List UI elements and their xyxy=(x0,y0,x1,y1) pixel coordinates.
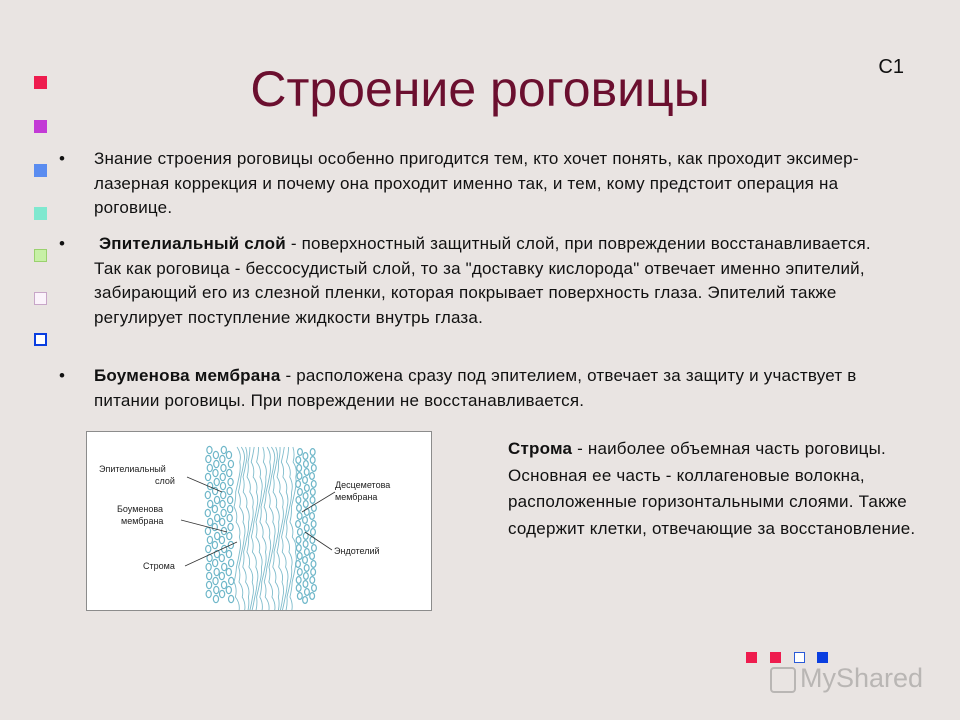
stroma-term: Строма xyxy=(508,439,573,458)
bullet-epithelium-text: - поверхностный защитный слой, при повреждении восстанавливается. Так как роговица - бессосудистый слой, то за "доставку кислорода" отвечает именно эпителий, забирающий его из слезной пленки, которая покрывает поверхность глаза. Эпителий также регулирует поступление жидкости внутрь глаза. xyxy=(94,234,871,327)
label-epithelial-1: Эпителиальный xyxy=(99,464,166,474)
deco-square-pale xyxy=(34,292,47,305)
label-stroma: Строма xyxy=(143,561,175,571)
deco-square-lightgreen xyxy=(34,249,47,262)
bullet-intro xyxy=(59,147,864,221)
bullet-epithelium xyxy=(59,232,894,330)
label-endothelium: Эндотелий xyxy=(334,546,380,556)
bullet-dot: • xyxy=(59,234,66,253)
label-bowman-1: Боуменова xyxy=(117,504,164,514)
monitor-icon xyxy=(770,667,796,693)
label-descemet-2: мембрана xyxy=(335,492,378,502)
deco-bottom-square-1 xyxy=(746,652,757,663)
deco-bottom-square-3 xyxy=(794,652,805,663)
deco-square-aqua xyxy=(34,207,47,220)
bullet-bowman xyxy=(59,364,914,413)
deco-square-outline-blue xyxy=(34,333,47,346)
stroma-text: - наиболее объемная часть роговицы. Основная ее часть - коллагеновые волокна, расположенные горизонтальными слоями. Также содержит клетки, отвечающие за восстановление. xyxy=(508,439,916,538)
watermark xyxy=(770,663,923,694)
bullet-dot: • xyxy=(59,149,66,168)
deco-bottom-square-2 xyxy=(770,652,781,663)
label-epithelial-2: слой xyxy=(155,476,175,486)
cornea-illustration xyxy=(87,432,431,610)
slide-number: С1 xyxy=(878,56,904,78)
epithelial-cells xyxy=(205,446,234,602)
stroma-description xyxy=(508,436,918,542)
label-bowman-2: мембрана xyxy=(121,516,164,526)
cornea-diagram xyxy=(86,431,432,611)
watermark-text: MyShared xyxy=(800,663,924,693)
stroma-fibers xyxy=(234,447,296,610)
deco-square-blue xyxy=(34,164,47,177)
bullet-dot: • xyxy=(59,366,66,385)
label-descemet-1: Десцеметова xyxy=(335,480,391,490)
bullet-bowman-text: - расположена сразу под эпителием, отвечает за защиту и участвует в питании роговицы. При повреждении не восстанавливается. xyxy=(94,366,857,410)
endothelial-cells xyxy=(296,449,317,604)
deco-square-magenta xyxy=(34,120,47,133)
bullet-intro-text: Знание строения роговицы особенно пригодится тем, кто хочет понять, как проходит эксимер-лазерная коррекция и почему она проходит именно так, и тем, кому предстоит операция на роговице. xyxy=(94,149,859,217)
bullet-bowman-term: Боуменова мембрана xyxy=(94,366,281,385)
deco-bottom-square-4 xyxy=(817,652,828,663)
bullet-epithelium-term: Эпителиальный слой xyxy=(98,234,286,253)
page-title: Строение роговицы xyxy=(250,61,710,117)
